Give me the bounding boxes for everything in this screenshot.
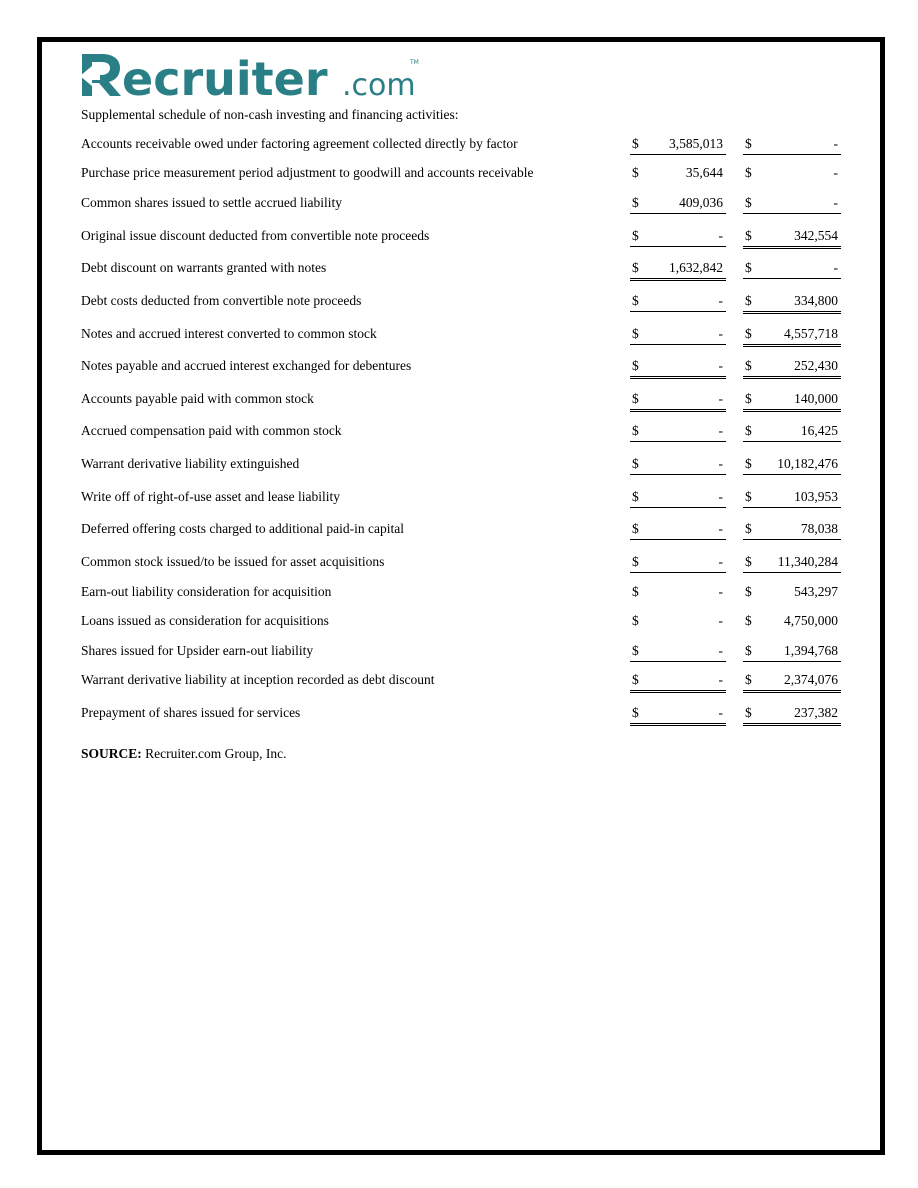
column-1-cell xyxy=(630,489,726,508)
column-2-value: 103,953 xyxy=(794,489,838,504)
currency-symbol: $ xyxy=(632,326,639,341)
column-1-cell xyxy=(630,456,726,475)
row-label: Accounts payable paid with common stock xyxy=(81,391,314,406)
currency-symbol: $ xyxy=(632,521,639,536)
column-2-value: 16,425 xyxy=(800,423,838,438)
currency-symbol: $ xyxy=(632,165,639,180)
column-2-cell xyxy=(743,391,841,412)
currency-symbol: $ xyxy=(632,554,639,569)
column-1-value: - xyxy=(718,554,723,569)
currency-symbol: $ xyxy=(632,613,639,628)
row-label: Deferred offering costs charged to additional paid-in capital xyxy=(81,521,405,536)
column-2-cell xyxy=(743,584,841,602)
recruiter-logo xyxy=(80,50,420,100)
row-label: Accounts receivable owed under factoring agreement collected directly by factor xyxy=(81,136,518,151)
row-label: Prepayment of shares issued for services xyxy=(81,705,301,720)
column-1-value: - xyxy=(718,326,723,341)
currency-symbol: $ xyxy=(745,489,752,504)
column-2-cell xyxy=(743,456,841,475)
currency-symbol: $ xyxy=(632,672,639,687)
column-2-value: 543,297 xyxy=(794,584,838,599)
schedule-row xyxy=(81,672,841,692)
schedule-row xyxy=(81,195,841,215)
currency-symbol: $ xyxy=(745,554,752,569)
column-1-value: - xyxy=(718,489,723,504)
column-2-value: 4,557,718 xyxy=(784,326,838,341)
row-label: Warrant derivative liability extinguished xyxy=(81,456,300,471)
column-1-cell xyxy=(630,554,726,573)
currency-symbol: $ xyxy=(745,391,752,406)
column-2-cell xyxy=(743,672,841,693)
column-2-value: 237,382 xyxy=(794,705,838,720)
column-2-cell xyxy=(743,165,841,183)
row-label: Notes payable and accrued interest exchanged for debentures xyxy=(81,358,412,373)
column-2-cell xyxy=(743,705,841,726)
column-2-cell xyxy=(743,326,841,347)
column-2-value: 1,394,768 xyxy=(784,643,838,658)
currency-symbol: $ xyxy=(632,705,639,720)
row-label: Common shares issued to settle accrued liability xyxy=(81,195,342,210)
currency-symbol: $ xyxy=(745,423,752,438)
schedule-row xyxy=(81,423,841,443)
column-1-value: - xyxy=(718,521,723,536)
logo-tm: TM xyxy=(410,59,419,66)
column-1-cell xyxy=(630,326,726,345)
column-2-value: - xyxy=(833,136,838,151)
currency-symbol: $ xyxy=(745,136,752,151)
schedule-row xyxy=(81,391,841,411)
currency-symbol: $ xyxy=(745,521,752,536)
row-label: Earn-out liability consideration for acquisition xyxy=(81,584,332,599)
column-2-value: - xyxy=(833,165,838,180)
schedule-heading: Supplemental schedule of non-cash investing and financing activities: xyxy=(81,107,459,122)
column-2-cell xyxy=(743,358,841,379)
column-2-value: 78,038 xyxy=(800,521,838,536)
currency-symbol: $ xyxy=(632,489,639,504)
column-1-value: - xyxy=(718,672,723,687)
schedule-row xyxy=(81,456,841,476)
schedule-row xyxy=(81,554,841,574)
column-1-cell xyxy=(630,136,726,155)
column-1-cell xyxy=(630,195,726,214)
currency-symbol: $ xyxy=(632,228,639,243)
schedule-row xyxy=(81,165,841,185)
column-1-value: - xyxy=(718,228,723,243)
currency-symbol: $ xyxy=(632,456,639,471)
logo-domain: .com xyxy=(342,68,416,100)
column-2-value: 4,750,000 xyxy=(784,613,838,628)
schedule-row xyxy=(81,705,841,725)
column-1-cell xyxy=(630,391,726,412)
schedule-row xyxy=(81,326,841,346)
source-line xyxy=(81,746,286,762)
column-2-value: 342,554 xyxy=(794,228,838,243)
source-label: SOURCE: xyxy=(81,746,142,761)
column-2-cell xyxy=(743,643,841,662)
currency-symbol: $ xyxy=(745,195,752,210)
column-2-value: 334,800 xyxy=(794,293,838,308)
column-2-cell xyxy=(743,228,841,249)
column-1-value: - xyxy=(718,423,723,438)
logo-wordmark: ecruiter xyxy=(122,52,328,100)
currency-symbol: $ xyxy=(632,293,639,308)
schedule-row xyxy=(81,136,841,156)
currency-symbol: $ xyxy=(745,705,752,720)
column-1-value: 1,632,842 xyxy=(669,260,723,275)
column-2-cell xyxy=(743,136,841,155)
row-label: Loans issued as consideration for acquisitions xyxy=(81,613,329,628)
schedule-row xyxy=(81,643,841,663)
schedule-row xyxy=(81,489,841,509)
column-1-value: 409,036 xyxy=(679,195,723,210)
column-2-cell xyxy=(743,293,841,314)
currency-symbol: $ xyxy=(632,643,639,658)
schedule-row xyxy=(81,293,841,313)
column-1-value: - xyxy=(718,643,723,658)
column-1-cell xyxy=(630,293,726,312)
currency-symbol: $ xyxy=(745,613,752,628)
column-1-cell xyxy=(630,521,726,540)
schedule-row xyxy=(81,260,841,280)
column-2-value: 10,182,476 xyxy=(777,456,838,471)
column-2-cell xyxy=(743,521,841,540)
column-1-cell xyxy=(630,672,726,693)
currency-symbol: $ xyxy=(632,136,639,151)
recruiter-logo-graphic xyxy=(80,50,420,100)
currency-symbol: $ xyxy=(632,195,639,210)
column-1-cell xyxy=(630,228,726,247)
currency-symbol: $ xyxy=(745,643,752,658)
column-2-cell xyxy=(743,195,841,214)
currency-symbol: $ xyxy=(745,358,752,373)
column-1-cell xyxy=(630,260,726,281)
column-2-cell xyxy=(743,423,841,442)
currency-symbol: $ xyxy=(632,260,639,275)
currency-symbol: $ xyxy=(745,260,752,275)
schedule-row xyxy=(81,613,841,633)
column-1-cell xyxy=(630,165,726,183)
column-2-value: - xyxy=(833,195,838,210)
schedule-row xyxy=(81,228,841,248)
currency-symbol: $ xyxy=(632,391,639,406)
schedule-row xyxy=(81,521,841,541)
row-label: Notes and accrued interest converted to common stock xyxy=(81,326,377,341)
currency-symbol: $ xyxy=(745,165,752,180)
currency-symbol: $ xyxy=(632,358,639,373)
currency-symbol: $ xyxy=(745,228,752,243)
column-2-cell xyxy=(743,260,841,279)
column-1-value: 3,585,013 xyxy=(669,136,723,151)
row-label: Write off of right-of-use asset and lease liability xyxy=(81,489,340,504)
column-1-value: - xyxy=(718,358,723,373)
row-label: Warrant derivative liability at inception recorded as debt discount xyxy=(81,672,435,687)
currency-symbol: $ xyxy=(745,584,752,599)
currency-symbol: $ xyxy=(745,293,752,308)
row-label: Debt costs deducted from convertible note proceeds xyxy=(81,293,362,308)
column-1-value: - xyxy=(718,613,723,628)
column-2-value: - xyxy=(833,260,838,275)
row-label: Debt discount on warrants granted with notes xyxy=(81,260,327,275)
column-1-value: - xyxy=(718,391,723,406)
column-2-cell xyxy=(743,613,841,631)
row-label: Purchase price measurement period adjustment to goodwill and accounts receivable xyxy=(81,165,534,180)
column-1-value: - xyxy=(718,584,723,599)
column-1-cell xyxy=(630,613,726,631)
column-1-value: 35,644 xyxy=(685,165,723,180)
currency-symbol: $ xyxy=(632,584,639,599)
row-label: Original issue discount deducted from convertible note proceeds xyxy=(81,228,430,243)
currency-symbol: $ xyxy=(745,672,752,687)
schedule-row xyxy=(81,358,841,378)
currency-symbol: $ xyxy=(632,423,639,438)
column-2-cell xyxy=(743,489,841,508)
column-2-value: 2,374,076 xyxy=(784,672,838,687)
column-2-value: 252,430 xyxy=(794,358,838,373)
row-label: Common stock issued/to be issued for asset acquisitions xyxy=(81,554,385,569)
column-1-cell xyxy=(630,584,726,602)
column-1-value: - xyxy=(718,293,723,308)
column-1-cell xyxy=(630,423,726,442)
column-2-cell xyxy=(743,554,841,573)
column-2-value: 140,000 xyxy=(794,391,838,406)
row-label: Accrued compensation paid with common stock xyxy=(81,423,342,438)
column-1-value: - xyxy=(718,705,723,720)
row-label: Shares issued for Upsider earn-out liability xyxy=(81,643,314,658)
currency-symbol: $ xyxy=(745,326,752,341)
column-1-cell xyxy=(630,643,726,662)
column-1-cell xyxy=(630,358,726,379)
source-text: Recruiter.com Group, Inc. xyxy=(145,746,287,761)
column-1-cell xyxy=(630,705,726,726)
column-1-value: - xyxy=(718,456,723,471)
column-2-value: 11,340,284 xyxy=(777,554,838,569)
currency-symbol: $ xyxy=(745,456,752,471)
schedule-row xyxy=(81,584,841,604)
